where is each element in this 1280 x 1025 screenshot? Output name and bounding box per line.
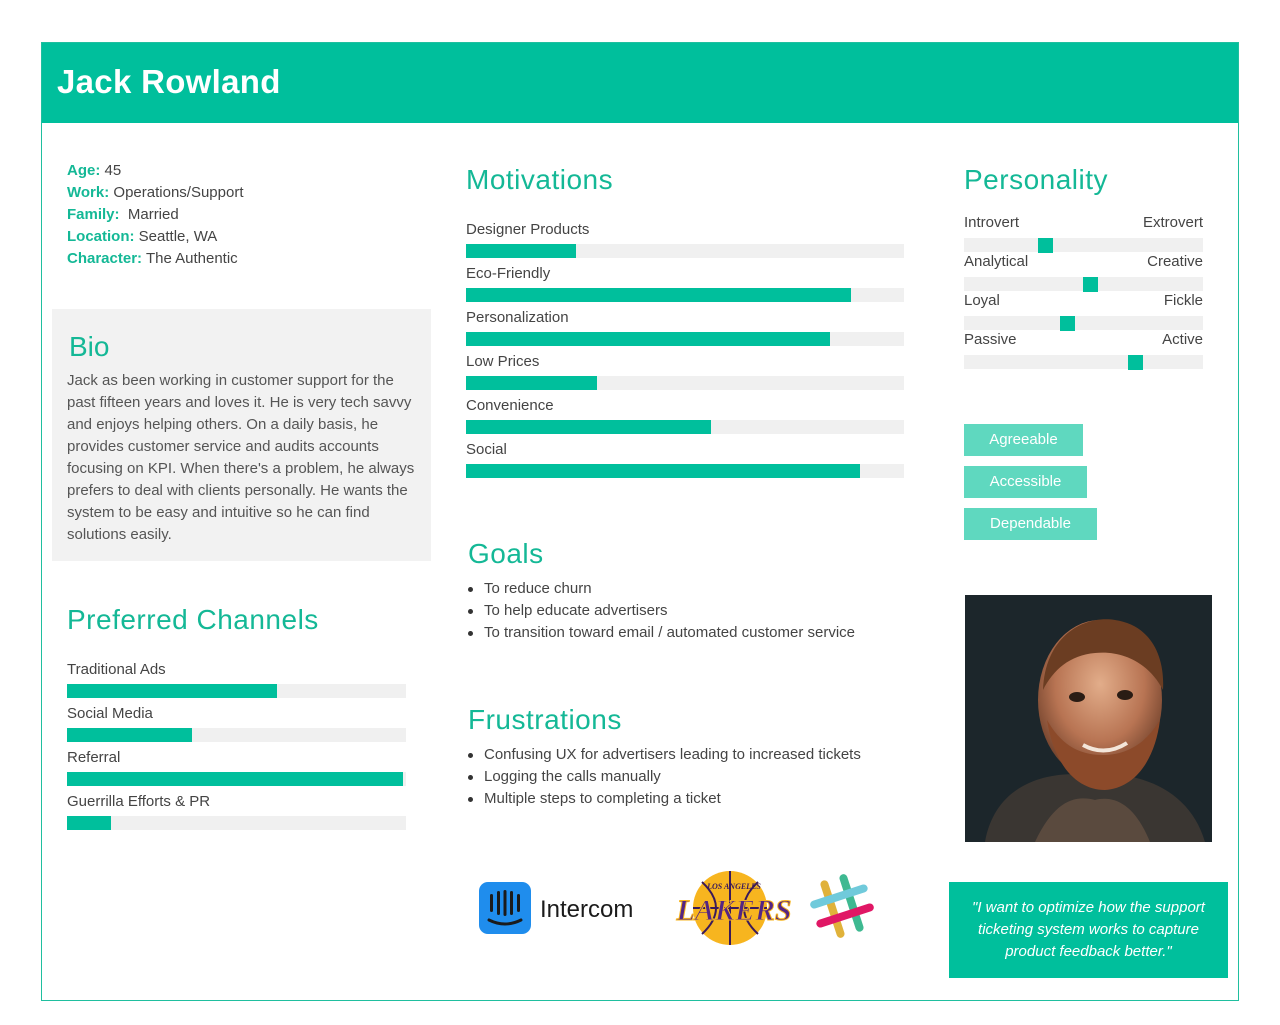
channel-bar: Social Media — [67, 704, 406, 724]
lakers-logo-top-text: LOS ANGELES — [707, 882, 761, 891]
slack-logo — [806, 870, 878, 947]
channels-title: Preferred Channels — [67, 604, 319, 635]
channel-bar-fill — [67, 684, 277, 698]
list-item: To transition toward email / automated customer service — [466, 622, 855, 644]
channel-bar-fill — [67, 772, 403, 786]
channel-bar: Referral — [67, 748, 406, 768]
motivation-bar: Eco-Friendly — [466, 264, 904, 284]
lakers-logo-text: LAKERS — [676, 894, 792, 927]
personality-trait: Passive Active — [964, 331, 1203, 370]
personality-trait: Loyal Fickle — [964, 292, 1203, 331]
persona-quote: "I want to optimize how the support ticketing system works to capture product feedback better." — [949, 882, 1228, 978]
tag-badge: Agreeable — [964, 424, 1083, 456]
motivation-bar-fill — [466, 244, 576, 258]
motivation-bar-fill — [466, 464, 860, 478]
persona-name: Jack Rowland — [57, 63, 281, 100]
portrait-illustration — [965, 595, 1212, 842]
motivations-title: Motivations — [466, 164, 614, 195]
motivation-bar-fill — [466, 376, 597, 390]
channel-bar-fill — [67, 816, 111, 830]
frustrations-list — [466, 744, 861, 810]
frustrations-title: Frustrations — [468, 704, 622, 735]
motivation-bar-fill — [466, 420, 711, 434]
trait-marker — [1060, 316, 1075, 331]
motivation-bar: Convenience — [466, 396, 904, 416]
motivation-bar-fill — [466, 288, 851, 302]
info-character: Character: The Authentic — [67, 250, 238, 267]
channel-bar: Traditional Ads — [67, 660, 406, 680]
personality-title: Personality — [964, 164, 1109, 195]
header-banner — [42, 43, 1238, 123]
lakers-logo — [668, 868, 798, 953]
goals-title: Goals — [468, 538, 544, 569]
channel-bar-fill — [67, 728, 192, 742]
list-item: Multiple steps to completing a ticket — [466, 788, 861, 810]
channel-bar: Guerrilla Efforts & PR — [67, 792, 406, 812]
list-item: Confusing UX for advertisers leading to increased tickets — [466, 744, 861, 766]
list-item: Logging the calls manually — [466, 766, 861, 788]
info-family: Family: Married — [67, 206, 179, 223]
personality-trait: Analytical Creative — [964, 253, 1203, 292]
tag-badge: Dependable — [964, 508, 1097, 540]
list-item: To help educate advertisers — [466, 600, 855, 622]
motivation-bar: Social — [466, 440, 904, 460]
bio-text: Jack as been working in customer support for the past fifteen years and loves it. He is very tech savvy and enjoys helping others. On a daily basis, he provides customer service and audits accounts focusing on KPI. When there's a problem, he always prefers to deal with clients personally. He wants the system to be easy and intuitive so he can find solutions easily. — [67, 372, 415, 543]
motivation-bar: Low Prices — [466, 352, 904, 372]
motivation-bar: Designer Products — [466, 220, 904, 240]
motivation-bar-fill — [466, 332, 830, 346]
bio-panel — [52, 309, 431, 561]
trait-marker — [1128, 355, 1143, 370]
trait-marker — [1038, 238, 1053, 253]
personality-trait: Introvert Extrovert — [964, 214, 1203, 253]
goals-list — [466, 578, 855, 644]
persona-info — [67, 160, 243, 270]
persona-photo — [965, 595, 1212, 842]
intercom-logo — [478, 880, 658, 941]
tag-badge: Accessible — [964, 466, 1087, 498]
info-work: Work: Operations/Support — [67, 184, 244, 201]
trait-marker — [1083, 277, 1098, 292]
intercom-logo-text: Intercom — [540, 896, 634, 923]
bio-title: Bio — [69, 331, 110, 362]
info-location: Location: Seattle, WA — [67, 228, 218, 245]
motivation-bar: Personalization — [466, 308, 904, 328]
info-age: Age: 45 — [67, 162, 122, 179]
list-item: To reduce churn — [466, 578, 855, 600]
